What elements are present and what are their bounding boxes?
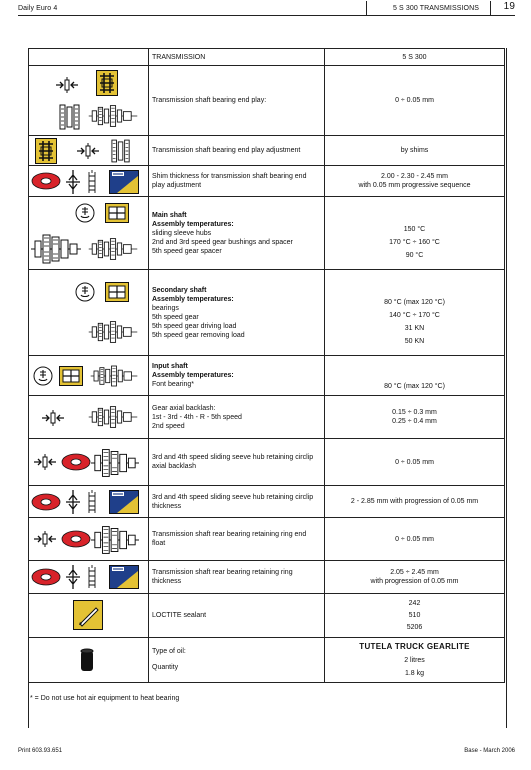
- row-label: Transmission shaft bearing end play adjustment: [149, 136, 325, 166]
- shaft-icon: [87, 318, 139, 346]
- shim-ring-icon: [31, 172, 61, 190]
- page-number: 19: [503, 1, 515, 12]
- thermometer-icon: [33, 366, 53, 386]
- row-value: [325, 270, 505, 356]
- page-header: [18, 0, 515, 14]
- sealant-tube-icon: [73, 600, 103, 630]
- row-label: Transmission shaft rear bearing retaining ring end float: [149, 518, 325, 561]
- row-value: 0 ÷ 0.05 mm: [325, 66, 505, 136]
- print-code: Print 603.93.651: [18, 748, 63, 754]
- table-head-row: [29, 49, 505, 66]
- label-line: 5th speed gear: [152, 313, 199, 321]
- value-line: 80 °C (max 120 °C): [384, 383, 445, 390]
- table-row: [29, 439, 505, 486]
- icon-cell: [29, 594, 149, 638]
- label-line: 5th speed gear removing load: [152, 331, 245, 339]
- row-value: [325, 594, 505, 638]
- table-row: [29, 66, 505, 136]
- scale-icon: [87, 170, 97, 194]
- row-value: [325, 356, 505, 396]
- caliper-icon: [63, 170, 83, 194]
- row-label: [149, 638, 325, 683]
- icon-cell: [29, 638, 149, 683]
- gear-stack-icon: [91, 447, 139, 479]
- value-line: 2.00 - 2.30 - 2.45 mm: [381, 173, 448, 180]
- icon-cell: [29, 439, 149, 486]
- shim-ring-icon: [31, 568, 61, 586]
- header-title: 5 S 300 TRANSMISSIONS: [393, 5, 480, 12]
- label-line: 2nd speed: [152, 422, 185, 430]
- table-row: [29, 638, 505, 683]
- table-row: [29, 561, 505, 594]
- row-value: [325, 166, 505, 197]
- heating-icon: [105, 203, 129, 223]
- heating-icon: [59, 366, 83, 386]
- icon-cell: [29, 486, 149, 518]
- scale-icon: [87, 490, 97, 514]
- play-arrows-icon: [33, 531, 57, 547]
- icon-cell: [29, 197, 149, 270]
- caliper-icon: [63, 490, 83, 514]
- icon-cell: [29, 66, 149, 136]
- shaft-icon: [87, 235, 139, 263]
- value-line: 510: [408, 611, 421, 619]
- value-line: 0.15 ÷ 0.3 mm: [392, 409, 437, 416]
- table-row: [29, 486, 505, 518]
- header-model: Daily Euro 4: [18, 5, 58, 12]
- label-line: sliding sleeve hubs: [152, 229, 212, 237]
- icon-cell: [29, 356, 149, 396]
- row-value: by shims: [325, 136, 505, 166]
- section-title: Secondary shaft: [152, 286, 207, 294]
- row-value: [325, 197, 505, 270]
- value-line: 140 °C ÷ 170 °C: [389, 311, 440, 319]
- section-subtitle: Assembly temperatures:: [152, 372, 234, 379]
- label-line: Type of oil:: [152, 648, 186, 655]
- value-line: with progression of 0.05 mm: [370, 578, 459, 585]
- head-value: 5 S 300: [325, 49, 505, 66]
- label-line: Quantity: [152, 664, 179, 671]
- play-arrows-icon: [41, 410, 65, 426]
- table-row: [29, 136, 505, 166]
- bearing-icon: [59, 104, 81, 130]
- oil-brand: TUTELA TRUCK GEARLITE: [359, 642, 470, 651]
- table-row: [29, 518, 505, 561]
- table-row: [29, 197, 505, 270]
- gearbox-badge-icon: [35, 138, 57, 164]
- scale-icon: [87, 565, 97, 589]
- header-separator: [490, 1, 491, 15]
- value-line: 1.8 kg: [404, 670, 425, 677]
- header-rule: [18, 15, 515, 16]
- value-line: 0.25 ÷ 0.4 mm: [392, 418, 437, 425]
- table-row: [29, 166, 505, 197]
- label-line: 2nd and 3rd speed gear bushings and spacer: [152, 238, 293, 246]
- label-line: 5th speed gear driving load: [152, 322, 237, 330]
- value-line: 170 °C ÷ 160 °C: [389, 238, 440, 246]
- icon-cell: [29, 166, 149, 197]
- shaft-icon: [87, 102, 139, 130]
- icon-cell: [29, 561, 149, 594]
- value-line: 5206: [406, 623, 423, 631]
- table-row: [29, 396, 505, 439]
- label-line: 1st - 3rd - 4th - R - 5th speed: [152, 413, 242, 421]
- shim-ring-icon: [31, 493, 61, 511]
- row-value: [325, 561, 505, 594]
- table-row: [29, 270, 505, 356]
- value-line: 90 °C: [405, 251, 424, 259]
- row-label: [149, 396, 325, 439]
- oil-can-icon: [80, 648, 94, 672]
- row-label: Transmission shaft bearing end play:: [149, 66, 325, 136]
- row-label: 3rd and 4th speed sliding seeve hub retaining circlip axial backlash: [149, 439, 325, 486]
- iveco-tool-icon: [109, 170, 139, 194]
- shaft-icon: [89, 362, 139, 390]
- bearing-icon: [111, 139, 131, 163]
- label-line: Gear axial backlash:: [152, 404, 216, 412]
- table-row: [29, 356, 505, 396]
- shim-ring-icon: [61, 453, 91, 471]
- icon-cell: [29, 518, 149, 561]
- value-line: 150 °C: [403, 225, 426, 233]
- section-title: Input shaft: [152, 363, 188, 370]
- table-row: [29, 594, 505, 638]
- head-label: TRANSMISSION: [149, 49, 325, 66]
- row-label: [149, 356, 325, 396]
- value-line: 50 KN: [404, 337, 425, 345]
- label-line: bearings: [152, 304, 179, 312]
- label-line: 5th speed gear spacer: [152, 247, 222, 255]
- value-line: 2 litres: [404, 657, 425, 664]
- row-label: Shim thickness for transmission shaft bearing end play adjustment: [149, 166, 325, 197]
- gearbox-badge-icon: [96, 70, 118, 96]
- shim-ring-icon: [61, 530, 91, 548]
- play-arrows-icon: [76, 143, 100, 159]
- icon-cell: [29, 396, 149, 439]
- row-value: 0 ÷ 0.05 mm: [325, 439, 505, 486]
- row-label: LOCTITE sealant: [149, 594, 325, 638]
- heating-icon: [105, 282, 129, 302]
- icon-cell: [29, 270, 149, 356]
- caliper-icon: [63, 565, 83, 589]
- label-line: Font bearing*: [152, 381, 195, 388]
- value-line: 80 °C (max 120 °C): [384, 298, 445, 306]
- icon-cell: [29, 49, 149, 66]
- value-line: 31 KN: [404, 324, 425, 332]
- shaft-icon: [87, 403, 139, 431]
- row-label: [149, 197, 325, 270]
- row-value: 2 - 2.85 mm with progression of 0.05 mm: [325, 486, 505, 518]
- thermometer-icon: [75, 203, 95, 223]
- section-subtitle: Assembly temperatures:: [152, 220, 234, 228]
- row-label: 3rd and 4th speed sliding seeve hub retaining circlip thickness: [149, 486, 325, 518]
- thermometer-icon: [75, 282, 95, 302]
- play-arrows-icon: [33, 454, 57, 470]
- section-subtitle: Assembly temperatures:: [152, 295, 234, 303]
- icon-cell: [29, 136, 149, 166]
- footnote: * = Do not use hot air equipment to heat bearing: [30, 695, 180, 702]
- gear-stack-icon: [31, 233, 81, 265]
- row-label: Transmission shaft rear bearing retaining ring thickness: [149, 561, 325, 594]
- spec-table: [28, 48, 505, 683]
- value-line: 2.05 ÷ 2.45 mm: [390, 569, 439, 576]
- row-value: [325, 638, 505, 683]
- value-line: 242: [408, 599, 421, 607]
- row-value: 0 ÷ 0.05 mm: [325, 518, 505, 561]
- row-value: [325, 396, 505, 439]
- iveco-tool-icon: [109, 490, 139, 514]
- play-arrows-icon: [55, 77, 79, 93]
- edition-date: Base - March 2006: [464, 748, 515, 754]
- value-line: with 0.05 mm progressive sequence: [358, 182, 471, 189]
- header-separator: [366, 1, 367, 15]
- section-title: Main shaft: [152, 211, 187, 219]
- row-label: [149, 270, 325, 356]
- iveco-tool-icon: [109, 565, 139, 589]
- gear-stack-icon: [91, 524, 139, 556]
